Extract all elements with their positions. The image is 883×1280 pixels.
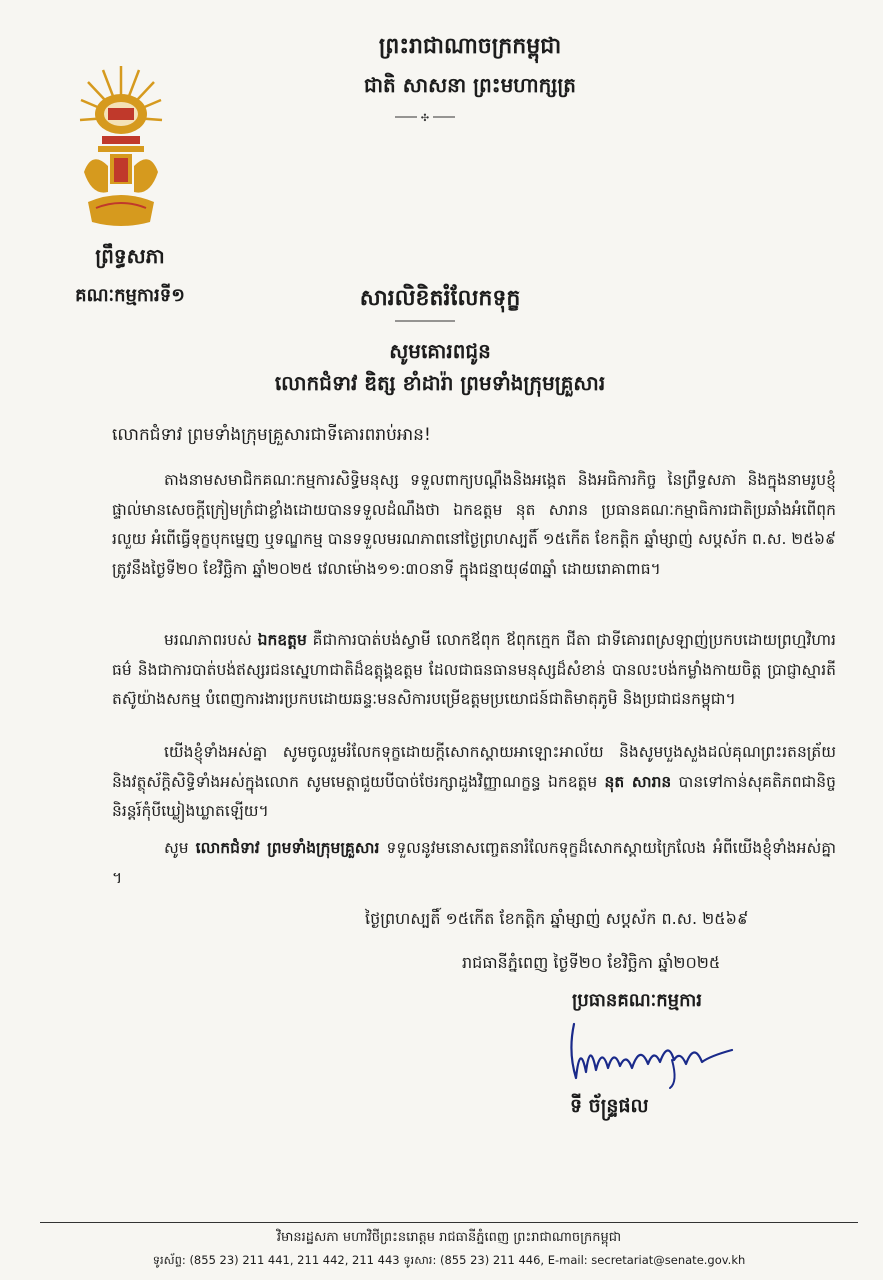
paragraph-3-deceased-name: នុត សារាន — [604, 772, 672, 791]
recipient-name: លោកជំទាវ ឌិត្ស ខាំដារ៉ា ព្រមទាំងក្រុមគ្រួសារ — [274, 371, 606, 395]
kingdom-title: ព្រះរាជាណាចក្រកម្ពុជា — [378, 34, 562, 59]
organization-name: ព្រឹទ្ធសភា — [95, 244, 165, 268]
signer-title: ប្រធានគណៈកម្មការ — [572, 990, 702, 1011]
footer-divider — [40, 1222, 858, 1223]
paragraph-2-lead: មរណភាពរបស់ — [164, 631, 258, 649]
footer-contact: ទូរស័ព្ទ: (855 23) 211 441, 211 442, 211 443 ទូរសារ: (855 23) 211 446, E-mail: secretariat@senate.gov.kh — [152, 1253, 746, 1267]
salutation: លោកជំទាវ ព្រមទាំងក្រុមគ្រួសារជាទីគោរពរាប់អាន! — [112, 425, 431, 445]
paragraph-4-lead: សូម — [164, 839, 196, 857]
body-paragraph-2 — [112, 626, 836, 715]
paragraph-2-honorific: ឯកឧត្តម — [257, 631, 307, 649]
body-paragraph-1: តាងនាមសមាជិកគណៈកម្មការសិទ្ធិមនុស្ស ទទួលពាក្យបណ្តឹងនិងអង្កេត និងអធិការកិច្ច នៃព្រឹទ្ធសភា និងក្នុងនាមរូបខ្ញុំផ្ទាល់មានសេចក្តីក្រៀមក្រំជាខ្លាំងដោយបានទទួលដំណឹងថា ឯកឧត្តម នុត សារាន ប្រធានគណៈកម្មាធិការជាតិប្រឆាំងអំពើពុករលួយ អំពើធ្វើទុក្ខបុកម្នេញ ឬទណ្ឌកម្ម បានទទួលមរណភាពនៅថ្ងៃព្រហស្បតិ៍ ១៥កើត ខែកត្តិក ឆ្នាំម្សាញ់ សប្តស័ក ព.ស. ២៥៦៩ ត្រូវនឹងថ្ងៃទី២០ ខែវិច្ឆិកា ឆ្នាំ២០២៥ វេលាម៉ោង១១:៣០នាទី ក្នុងជន្មាយុ៨៣ឆ្នាំ ដោយរោគាពាធ។ — [112, 471, 836, 578]
paragraph-3-lead: យើងខ្ញុំទាំងអស់គ្នា សូមចូលរួមរំលែកទុក្ខដោយក្តីសោកស្តាយអាឡោះអាល័យ និងសូមបួងសួងដល់គុណព្រះរតនត្រ័យ និងវត្ថុស័ក្តិសិទ្ធិទាំងអស់ក្នុងលោក សូមមេត្តាជួយបីបាច់ថែរក្សាដួងវិញ្ញាណក្ខន្ធ ឯកឧត្តម — [112, 743, 836, 791]
signer-name: ទី ច័ន្ទ្រផល — [570, 1095, 649, 1117]
handwritten-signature — [560, 1012, 740, 1092]
footer-address: វិមានរដ្ឋសភា មហាវិថីព្រះនរោត្តម រាជធានីភ្នំពេញ ព្រះរាជាណាចក្រកម្ពុជា — [276, 1230, 622, 1245]
paragraph-2-rest: គឺជាការបាត់បង់ស្វាមី លោកឪពុក ឪពុកក្មេក ជីតា ជាទីគោរពស្រឡាញ់ប្រកបដោយព្រហ្មវិហារធម៌ និងជាការបាត់បង់ឥស្សរជនស្នេហាជាតិដ៏ឧត្តុង្គឧត្តម ដែលជាធនធានមនុស្សដ៏សំខាន់ បានលះបង់កម្លាំងកាយចិត្ត ប្រាជ្ញាស្មារតី តស៊ូយ៉ាងសកម្ម បំពេញការងារប្រកបដោយឆន្ទៈមនសិការបម្រើឧត្តមប្រយោជន៍ជាតិមាតុភូមិ និងប្រជាជនកម្ពុជា។ — [112, 631, 836, 708]
solar-date: រាជធានីភ្នំពេញ ថ្ងៃទី២០ ខែវិច្ឆិកា ឆ្នាំ២០២៥ — [462, 953, 721, 972]
title-divider — [395, 318, 455, 324]
header-ornament — [395, 112, 455, 122]
svg-text:✣: ✣ — [420, 113, 430, 122]
paragraph-4-recipient: លោកជំទាវ ព្រមទាំងក្រុមគ្រួសារ — [195, 839, 380, 857]
body-paragraph-3 — [112, 738, 836, 827]
document-title: សារលិខិតរំលែកទុក្ខ — [359, 286, 521, 311]
paragraph-3-rest: បានទៅកាន់សុគតិភពជានិច្ចនិរន្តរ៍កុំបីឃ្លៀងឃ្លាតឡើយ។ — [112, 772, 836, 820]
committee-name: គណៈកម្មការទី១ — [75, 285, 185, 306]
senate-emblem-logo — [78, 62, 164, 234]
lunar-date: ថ្ងៃព្រហស្បតិ៍ ១៥កើត ខែកត្តិក ឆ្នាំម្សាញ់ សប្តស័ក ព.ស. ២៥៦៩ — [365, 909, 749, 928]
national-motto: ជាតិ សាសនា ព្រះមហាក្សត្រ — [364, 73, 576, 97]
paragraph-4-rest: ទទួលនូវមនោសញ្ចេតនារំលែកទុក្ខដ៏សោកស្តាយក្រៃលែង អំពីយើងខ្ញុំទាំងអស់គ្នា ។ — [112, 839, 836, 887]
recipient-greeting: សូមគោរពជូន — [389, 339, 491, 363]
body-paragraph-4 — [112, 834, 836, 893]
